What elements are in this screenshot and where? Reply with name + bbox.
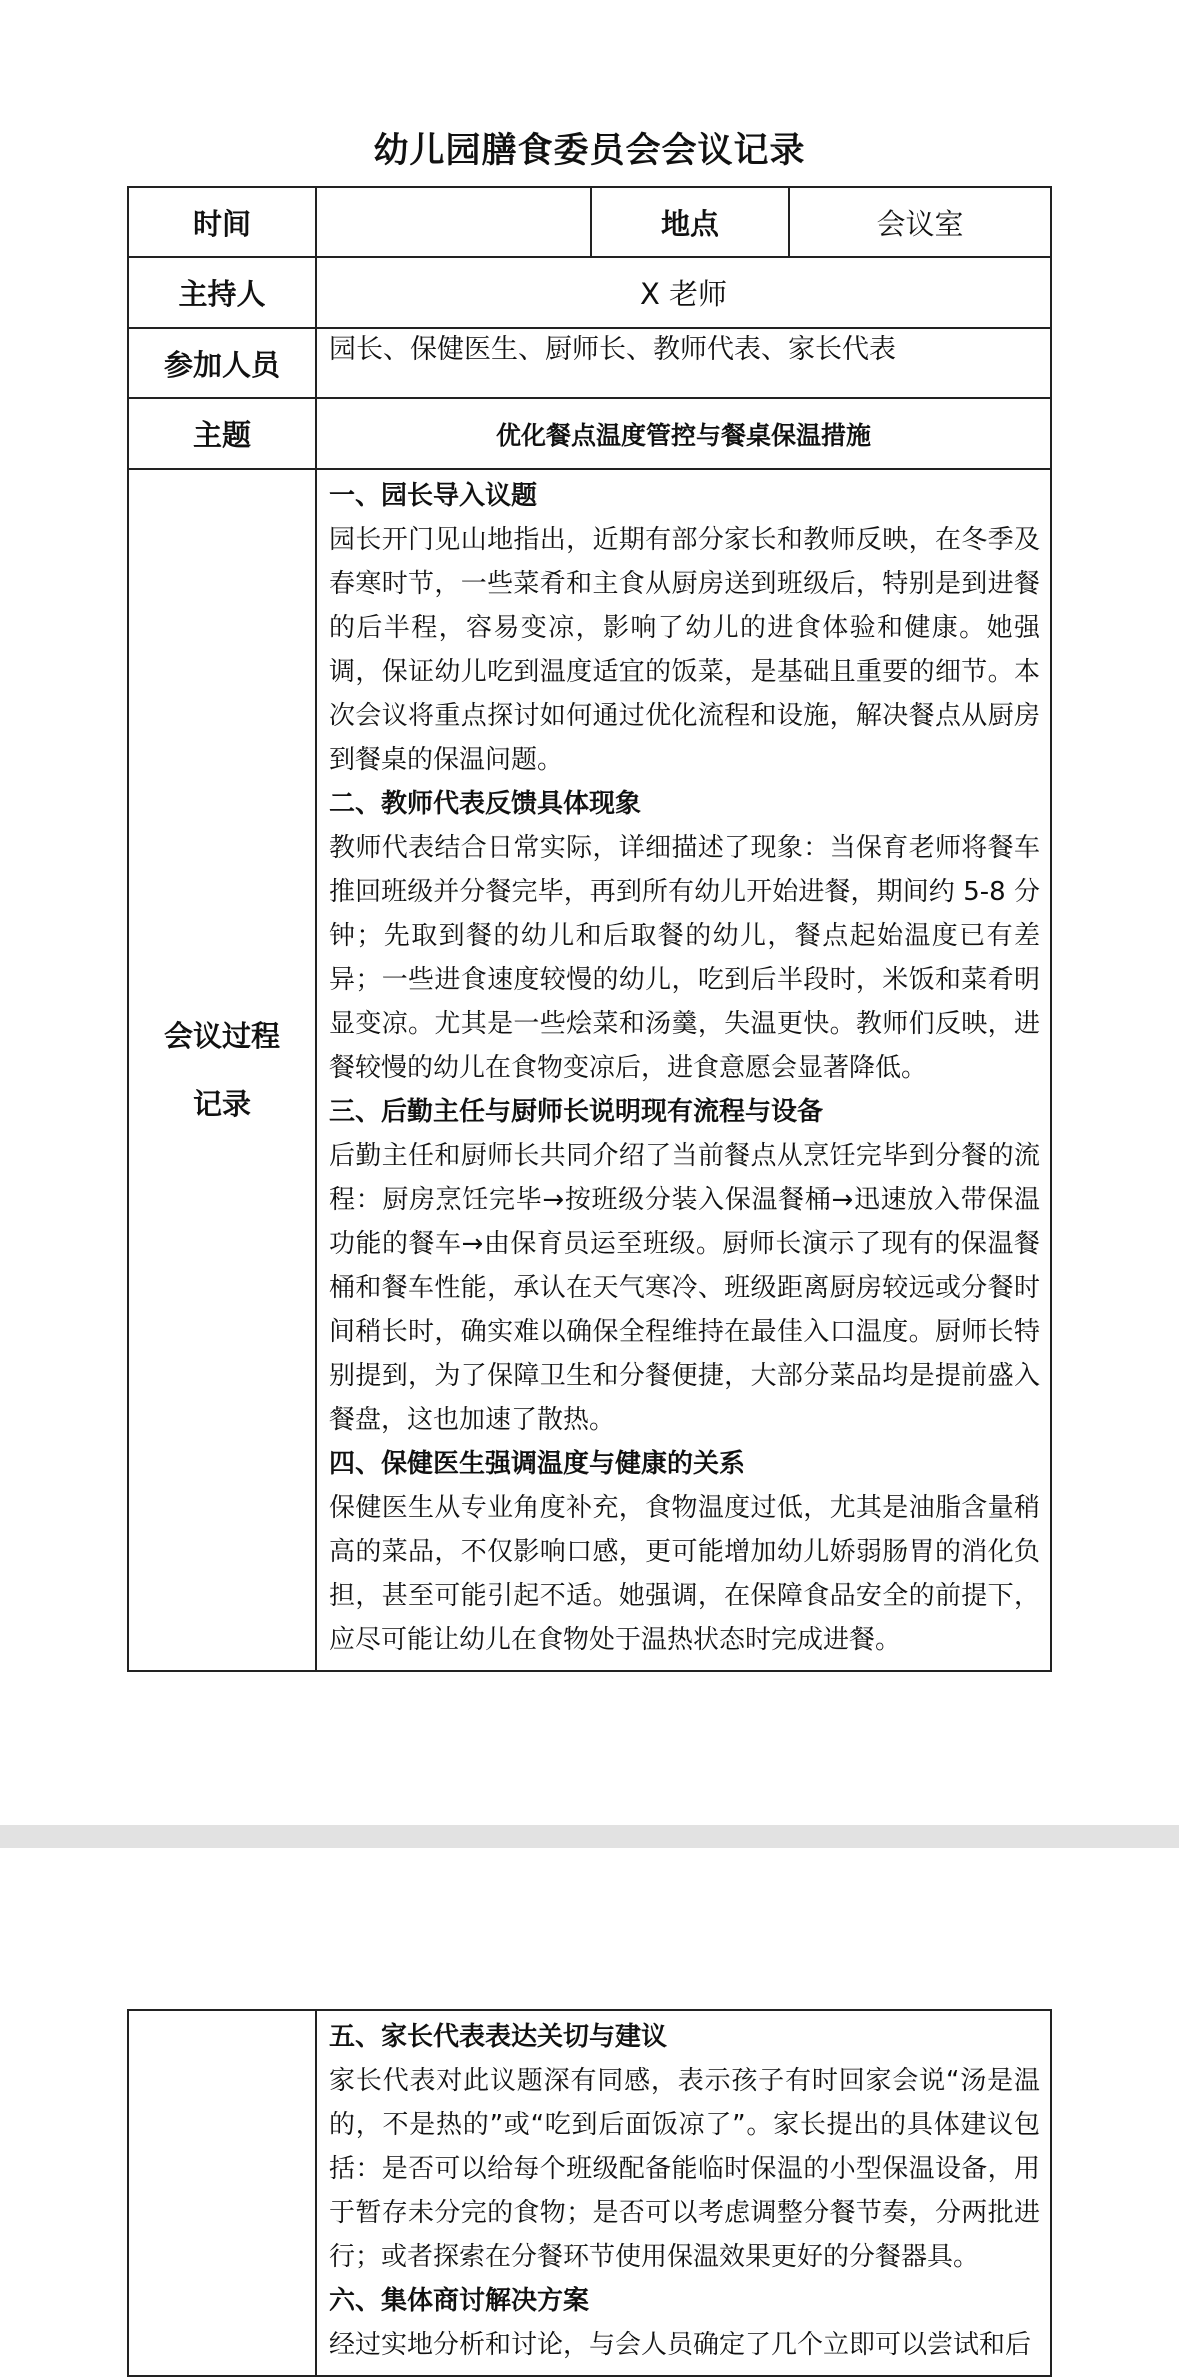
section-body: 教师代表结合日常实际，详细描述了现象：当保育老师将餐车推回班级并分餐完毕，再到所有幼儿开始进餐，期间约 5-8 分钟；先取到餐的幼儿和后取餐的幼儿，餐点起始温度已有差异；一些进食速度较慢的幼儿，吃到后半段时，米饭和菜肴明显变凉。尤其是一些烩菜和汤羹，失温更快。教师们反映，进餐较慢的幼儿在食物变凉后，进食意愿会显著降低。 [329, 833, 1040, 1083]
host-label: 主持人 [128, 257, 316, 328]
theme-label: 主题 [128, 398, 316, 469]
section-body: 园长开门见山地指出，近期有部分家长和教师反映，在冬季及春寒时节，一些菜肴和主食从厨房送到班级后，特别是到进餐的后半程，容易变凉，影响了幼儿的进食体验和健康。她强调，保证幼儿吃到温度适宜的饭菜，是基础且重要的细节。本次会议将重点探讨如何通过优化流程和设施，解决餐点从厨房到餐桌的保温问题。 [329, 525, 1040, 775]
section-body: 后勤主任和厨师长共同介绍了当前餐点从烹饪完毕到分餐的流程：厨房烹饪完毕→按班级分装入保温餐桶→迅速放入带保温功能的餐车→由保育员运至班级。厨师长演示了现有的保温餐桶和餐车性能，承认在天气寒冷、班级距离厨房较远或分餐时间稍长时，确实难以确保全程维持在最佳入口温度。厨师长特别提到，为了保障卫生和分餐便捷，大部分菜品均是提前盛入餐盘，这也加速了散热。 [329, 1141, 1040, 1435]
section-heading: 六、集体商讨解决方案 [329, 2286, 590, 2316]
page-separator [0, 1825, 1179, 1849]
attendees-label: 参加人员 [128, 328, 316, 398]
attendees-value: 园长、保健医生、厨师长、教师代表、家长代表 [316, 328, 1051, 398]
section-body: 保健医生从专业角度补充，食物温度过低，尤其是油脂含量稍高的菜品，不仅影响口感，更可能增加幼儿娇弱肠胃的消化负担，甚至可能引起不适。她强调，在保障食品安全的前提下，应尽可能让幼儿在食物处于温热状态时完成进餐。 [329, 1493, 1040, 1655]
host-value: X 老师 [316, 257, 1051, 328]
records-label-cell-continued [128, 2010, 316, 2376]
section-heading: 五、家长代表表达关切与建议 [329, 2022, 668, 2052]
section-heading: 四、保健医生强调温度与健康的关系 [329, 1449, 746, 1479]
records-label [128, 469, 316, 1671]
document-page-2 [0, 1848, 1179, 2360]
time-label: 时间 [128, 187, 316, 257]
section-body: 经过实地分析和讨论，与会人员确定了几个立即可以尝试和后 [329, 2330, 1032, 2360]
location-label: 地点 [591, 187, 789, 257]
records-label-line2: 记录 [192, 1087, 251, 1121]
location-value: 会议室 [789, 187, 1051, 257]
meeting-record-table-continued [127, 2009, 1052, 2377]
section-heading: 二、教师代表反馈具体现象 [329, 789, 642, 819]
document-title: 幼儿园膳食委员会会议记录 [373, 131, 806, 171]
section-heading: 三、后勤主任与厨师长说明现有流程与设备 [329, 1097, 824, 1127]
meeting-record-table [127, 186, 1052, 1672]
records-content-continued [316, 2010, 1051, 2376]
records-content [316, 469, 1051, 1671]
theme-value: 优化餐点温度管控与餐桌保温措施 [316, 398, 1051, 469]
section-body: 家长代表对此议题深有同感，表示孩子有时回家会说“汤是温的，不是热的”或“吃到后面饭凉了”。家长提出的具体建议包括：是否可以给每个班级配备能临时保温的小型保温设备，用于暂存未分完的食物；是否可以考虑调整分餐节奏，分两批进行；或者探索在分餐环节使用保温效果更好的分餐器具。 [329, 2066, 1040, 2272]
section-heading: 一、园长导入议题 [329, 481, 538, 511]
records-label-line1: 会议过程 [163, 1019, 280, 1053]
time-value [316, 187, 591, 257]
